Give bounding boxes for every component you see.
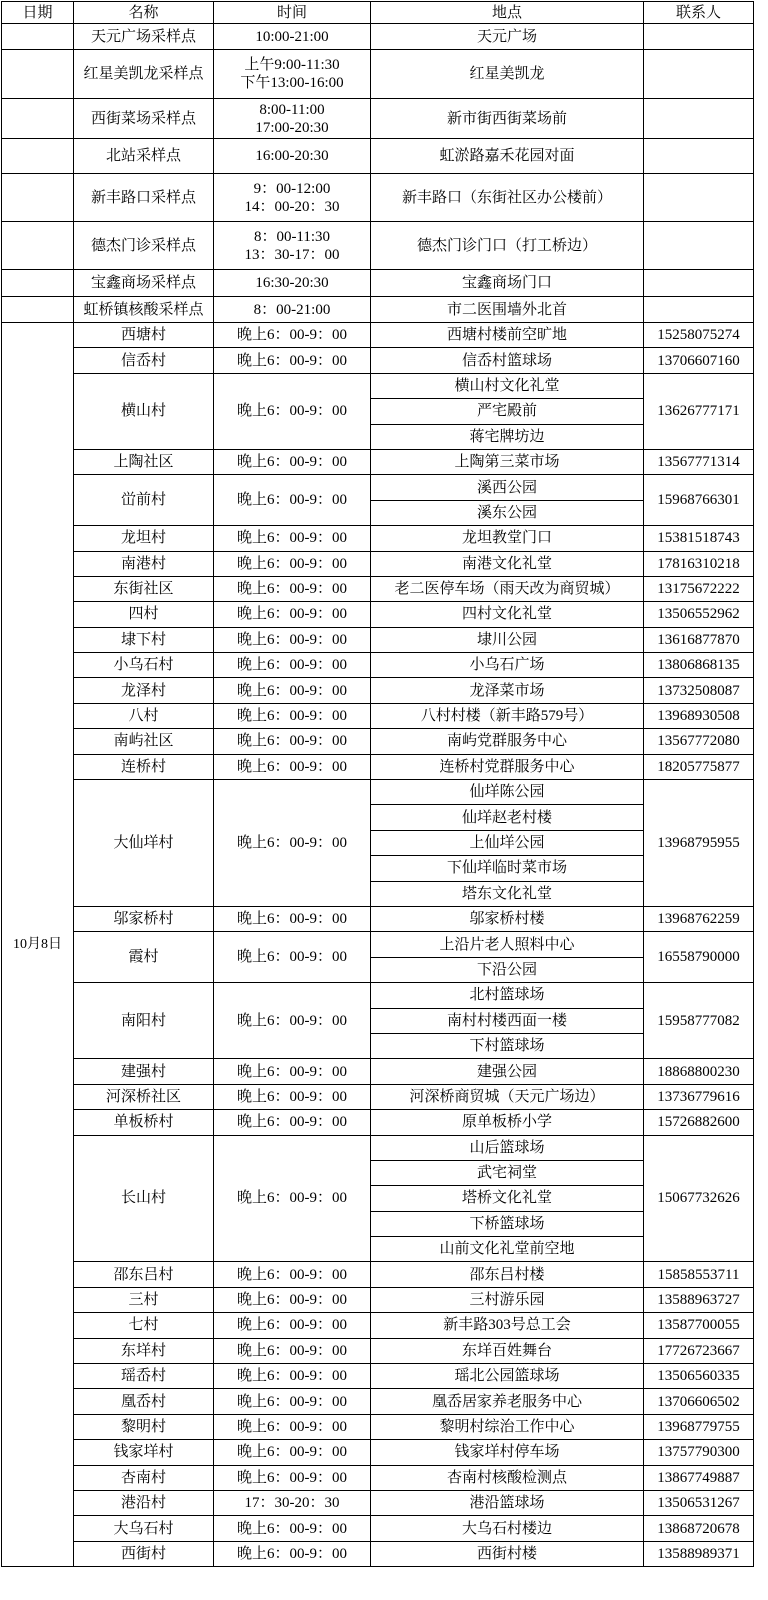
contact-cell: 15968766301 [644,475,754,526]
name-cell: 峃前村 [74,475,214,526]
contact-cell: 15067732626 [644,1135,754,1262]
time-line: 16:00-20:30 [255,148,329,164]
contact-cell: 13968930508 [644,703,754,728]
name-cell: 连桥村 [74,754,214,779]
time-line: 14：00-20：30 [244,198,340,215]
contact-cell: 13968779755 [644,1414,754,1439]
name-cell: 新丰路口采样点 [74,174,214,222]
location-cell: 埭川公园 [371,627,644,652]
location-cell: 红星美凯龙 [371,50,644,99]
table-row [2,1465,754,1490]
time-cell [214,50,371,99]
time-cell: 晚上6：00-9：00 [214,1465,371,1490]
contact-cell: 13506552962 [644,602,754,627]
table-row [2,1262,754,1287]
name-cell: 龙泽村 [74,678,214,703]
name-cell: 东街社区 [74,576,214,601]
location-cell: 西街村楼 [371,1541,644,1566]
contact-cell: 17816310218 [644,551,754,576]
name-cell: 单板桥村 [74,1110,214,1135]
name-cell: 西街村 [74,1541,214,1566]
contact-cell: 15381518743 [644,526,754,551]
location-cell: 北村篮球场 [371,983,644,1008]
table-row [2,906,754,931]
contact-cell: 16558790000 [644,932,754,983]
location-cell: 新丰路口（东街社区办公楼前） [371,174,644,222]
name-cell: 四村 [74,602,214,627]
time-cell: 晚上6：00-9：00 [214,1084,371,1109]
time-cell: 晚上6：00-9：00 [214,983,371,1059]
table-row [2,1084,754,1109]
table-row [2,526,754,551]
time-cell: 晚上6：00-9：00 [214,1541,371,1566]
name-cell: 南屿社区 [74,729,214,754]
name-cell: 凰岙村 [74,1389,214,1414]
location-cell: 下村篮球场 [371,1033,644,1058]
table-row [2,174,754,222]
time-cell: 晚上6：00-9：00 [214,576,371,601]
table-row [2,297,754,323]
name-cell: 西街菜场采样点 [74,99,214,139]
time-cell: 晚上6：00-9：00 [214,373,371,449]
time-cell [214,139,371,174]
contact-cell [644,24,754,50]
name-cell: 南港村 [74,551,214,576]
time-cell [214,174,371,222]
table-row [2,602,754,627]
table-row [2,270,754,297]
location-cell: 虹淤路嘉禾花园对面 [371,139,644,174]
date-cell [2,24,74,50]
table-row [2,449,754,474]
contact-cell: 13567771314 [644,449,754,474]
contact-cell: 13616877870 [644,627,754,652]
location-cell: 港沿篮球场 [371,1490,644,1515]
time-line: 13：30-17：00 [244,246,340,263]
contact-cell: 18868800230 [644,1059,754,1084]
location-cell: 下桥篮球场 [371,1211,644,1236]
time-cell: 晚上6：00-9：00 [214,780,371,907]
contact-cell [644,174,754,222]
location-cell: 宝鑫商场门口 [371,270,644,297]
date-cell: 10月8日 [2,323,74,1567]
time-cell: 晚上6：00-9：00 [214,906,371,931]
contact-cell [644,99,754,139]
location-cell: 龙坦教堂门口 [371,526,644,551]
contact-cell: 13968762259 [644,906,754,931]
location-cell: 新市街西街菜场前 [371,99,644,139]
table-row [2,576,754,601]
location-cell: 塔东文化礼堂 [371,881,644,906]
location-cell: 南港文化礼堂 [371,551,644,576]
header-location: 地点 [371,2,644,24]
table-row [2,139,754,174]
time-cell [214,99,371,139]
name-cell: 西塘村 [74,323,214,348]
time-cell: 晚上6：00-9：00 [214,1313,371,1338]
contact-cell [644,139,754,174]
location-cell: 武宅祠堂 [371,1160,644,1185]
name-cell: 三村 [74,1287,214,1312]
location-cell: 上仙垟公园 [371,830,644,855]
table-row [2,653,754,678]
table-row [2,1516,754,1541]
table-row [2,1110,754,1135]
name-cell: 龙坦村 [74,526,214,551]
contact-cell: 13175672222 [644,576,754,601]
name-cell: 横山村 [74,373,214,449]
location-cell: 溪东公园 [371,500,644,525]
name-cell: 小乌石村 [74,653,214,678]
contact-cell: 13506531267 [644,1490,754,1515]
time-cell: 晚上6：00-9：00 [214,1414,371,1439]
contact-cell: 13588989371 [644,1541,754,1566]
name-cell: 港沿村 [74,1490,214,1515]
table-row [2,348,754,373]
date-cell [2,270,74,297]
location-cell: 下沿公园 [371,957,644,982]
contact-cell: 13626777171 [644,373,754,449]
table-row [2,1287,754,1312]
name-cell: 钱家垟村 [74,1440,214,1465]
time-cell: 晚上6：00-9：00 [214,1338,371,1363]
location-cell: 凰岙居家养老服务中心 [371,1389,644,1414]
contact-cell: 13706606502 [644,1389,754,1414]
location-cell: 山后篮球场 [371,1135,644,1160]
date-cell [2,139,74,174]
time-cell: 晚上6：00-9：00 [214,1110,371,1135]
name-cell: 北站采样点 [74,139,214,174]
name-cell: 信岙村 [74,348,214,373]
name-cell: 河深桥社区 [74,1084,214,1109]
location-cell: 三村游乐园 [371,1287,644,1312]
name-cell: 虹桥镇核酸采样点 [74,297,214,323]
name-cell: 霞村 [74,932,214,983]
location-cell: 溪西公园 [371,475,644,500]
name-cell: 宝鑫商场采样点 [74,270,214,297]
location-cell: 山前文化礼堂前空地 [371,1237,644,1262]
time-cell: 晚上6：00-9：00 [214,729,371,754]
contact-cell [644,50,754,99]
table-row [2,1440,754,1465]
contact-cell: 13567772080 [644,729,754,754]
name-cell: 瑶岙村 [74,1364,214,1389]
contact-cell: 17726723667 [644,1338,754,1363]
location-cell: 河深桥商贸城（天元广场边） [371,1084,644,1109]
contact-cell: 13757790300 [644,1440,754,1465]
location-cell: 龙泽菜市场 [371,678,644,703]
table-row [2,1490,754,1515]
name-cell: 东垟村 [74,1338,214,1363]
table-row [2,551,754,576]
name-cell: 德杰门诊采样点 [74,222,214,270]
time-line: 8：00-21:00 [253,301,331,318]
table-row [2,754,754,779]
table-row [2,703,754,728]
table-row [2,373,754,398]
table-row [2,1389,754,1414]
time-cell: 晚上6：00-9：00 [214,1440,371,1465]
contact-cell: 15726882600 [644,1110,754,1135]
location-cell: 原单板桥小学 [371,1110,644,1135]
name-cell: 邬家桥村 [74,906,214,931]
location-cell: 市二医围墙外北首 [371,297,644,323]
contact-cell: 15958777082 [644,983,754,1059]
header-name: 名称 [74,2,214,24]
time-cell: 晚上6：00-9：00 [214,475,371,526]
table-row [2,99,754,139]
time-cell: 晚上6：00-9：00 [214,1389,371,1414]
name-cell: 建强村 [74,1059,214,1084]
name-cell: 南阳村 [74,983,214,1059]
location-cell: 东垟百姓舞台 [371,1338,644,1363]
name-cell: 七村 [74,1313,214,1338]
time-line: 9：00-12:00 [253,180,331,197]
location-cell: 八村村楼（新丰路579号） [371,703,644,728]
date-cell [2,297,74,323]
location-cell: 上陶第三菜市场 [371,449,644,474]
time-cell: 晚上6：00-9：00 [214,1364,371,1389]
location-cell: 邵东吕村楼 [371,1262,644,1287]
time-line: 17:00-20:30 [255,119,329,136]
location-cell: 下仙垟临时菜市场 [371,856,644,881]
name-cell: 大仙垟村 [74,780,214,907]
table-row [2,932,754,957]
location-cell: 横山村文化礼堂 [371,373,644,398]
name-cell: 杏南村 [74,1465,214,1490]
contact-cell: 13867749887 [644,1465,754,1490]
location-cell: 南屿党群服务中心 [371,729,644,754]
table-row [2,222,754,270]
time-cell: 晚上6：00-9：00 [214,551,371,576]
name-cell: 邵东吕村 [74,1262,214,1287]
time-cell: 晚上6：00-9：00 [214,1262,371,1287]
time-cell [214,24,371,50]
contact-cell: 13706607160 [644,348,754,373]
table-row [2,1338,754,1363]
table-row [2,780,754,805]
time-cell: 晚上6：00-9：00 [214,1287,371,1312]
table-body [2,24,754,1567]
table-row [2,475,754,500]
time-cell: 晚上6：00-9：00 [214,653,371,678]
location-cell: 大乌石村楼边 [371,1516,644,1541]
contact-cell: 15858553711 [644,1262,754,1287]
date-cell [2,50,74,99]
schedule-table-wrapper [1,1,754,1567]
contact-cell: 13868720678 [644,1516,754,1541]
time-cell: 晚上6：00-9：00 [214,678,371,703]
location-cell: 天元广场 [371,24,644,50]
name-cell: 红星美凯龙采样点 [74,50,214,99]
time-cell [214,222,371,270]
table-row [2,678,754,703]
location-cell: 四村文化礼堂 [371,602,644,627]
sampling-schedule-table [1,1,754,1567]
header-row [2,2,754,24]
time-cell: 晚上6：00-9：00 [214,449,371,474]
table-row [2,50,754,99]
table-row [2,1135,754,1160]
contact-cell: 13806868135 [644,653,754,678]
header-time: 时间 [214,2,371,24]
location-cell: 仙垟赵老村楼 [371,805,644,830]
location-cell: 南村村楼西面一楼 [371,1008,644,1033]
name-cell: 天元广场采样点 [74,24,214,50]
header-contact: 联系人 [644,2,754,24]
name-cell: 埭下村 [74,627,214,652]
location-cell: 邬家桥村楼 [371,906,644,931]
table-header [2,2,754,24]
location-cell: 黎明村综治工作中心 [371,1414,644,1439]
contact-cell [644,222,754,270]
time-cell: 晚上6：00-9：00 [214,1059,371,1084]
time-cell: 晚上6：00-9：00 [214,323,371,348]
location-cell: 西塘村楼前空旷地 [371,323,644,348]
location-cell: 小乌石广场 [371,653,644,678]
location-cell: 上沿片老人照料中心 [371,932,644,957]
date-cell [2,99,74,139]
table-row [2,24,754,50]
time-line: 8:00-11:00 [259,101,325,118]
time-cell: 晚上6：00-9：00 [214,932,371,983]
name-cell: 上陶社区 [74,449,214,474]
date-cell [2,222,74,270]
table-row [2,1541,754,1566]
location-cell: 严宅殿前 [371,399,644,424]
time-cell: 晚上6：00-9：00 [214,627,371,652]
location-cell: 连桥村党群服务中心 [371,754,644,779]
location-cell: 信岙村篮球场 [371,348,644,373]
table-row [2,323,754,348]
contact-cell: 13506560335 [644,1364,754,1389]
table-row [2,1364,754,1389]
location-cell: 新丰路303号总工会 [371,1313,644,1338]
contact-cell: 13736779616 [644,1084,754,1109]
location-cell: 钱家垟村停车场 [371,1440,644,1465]
name-cell: 黎明村 [74,1414,214,1439]
table-row [2,983,754,1008]
time-cell: 17：30-20：30 [214,1490,371,1515]
time-cell: 晚上6：00-9：00 [214,602,371,627]
time-line: 8：00-11:30 [253,228,331,245]
location-cell: 瑶北公园篮球场 [371,1364,644,1389]
name-cell: 大乌石村 [74,1516,214,1541]
contact-cell: 13968795955 [644,780,754,907]
contact-cell [644,297,754,323]
contact-cell: 13732508087 [644,678,754,703]
time-cell: 晚上6：00-9：00 [214,703,371,728]
contact-cell [644,270,754,297]
time-line: 下午13:00-16:00 [240,75,344,91]
contact-cell: 18205775877 [644,754,754,779]
contact-cell: 13587700055 [644,1313,754,1338]
header-date: 日期 [2,2,74,24]
time-cell: 晚上6：00-9：00 [214,526,371,551]
location-cell: 杏南村核酸检测点 [371,1465,644,1490]
time-cell: 晚上6：00-9：00 [214,1516,371,1541]
contact-cell: 13588963727 [644,1287,754,1312]
location-cell: 塔桥文化礼堂 [371,1186,644,1211]
table-row [2,1059,754,1084]
table-row [2,1313,754,1338]
date-cell [2,174,74,222]
time-line: 上午9:00-11:30 [244,57,340,73]
time-cell: 晚上6：00-9：00 [214,1135,371,1262]
table-row [2,729,754,754]
contact-cell: 15258075274 [644,323,754,348]
time-cell: 晚上6：00-9：00 [214,348,371,373]
table-row [2,627,754,652]
location-cell: 仙垟陈公园 [371,780,644,805]
location-cell: 建强公园 [371,1059,644,1084]
time-cell [214,270,371,297]
name-cell: 八村 [74,703,214,728]
location-cell: 德杰门诊门口（打工桥边） [371,222,644,270]
time-line: 10:00-21:00 [255,28,329,45]
table-row [2,1414,754,1439]
time-cell: 晚上6：00-9：00 [214,754,371,779]
location-cell: 老二医停车场（雨天改为商贸城） [371,576,644,601]
location-cell: 蒋宅牌坊边 [371,424,644,449]
name-cell: 长山村 [74,1135,214,1262]
time-cell [214,297,371,323]
time-line: 16:30-20:30 [255,275,329,291]
